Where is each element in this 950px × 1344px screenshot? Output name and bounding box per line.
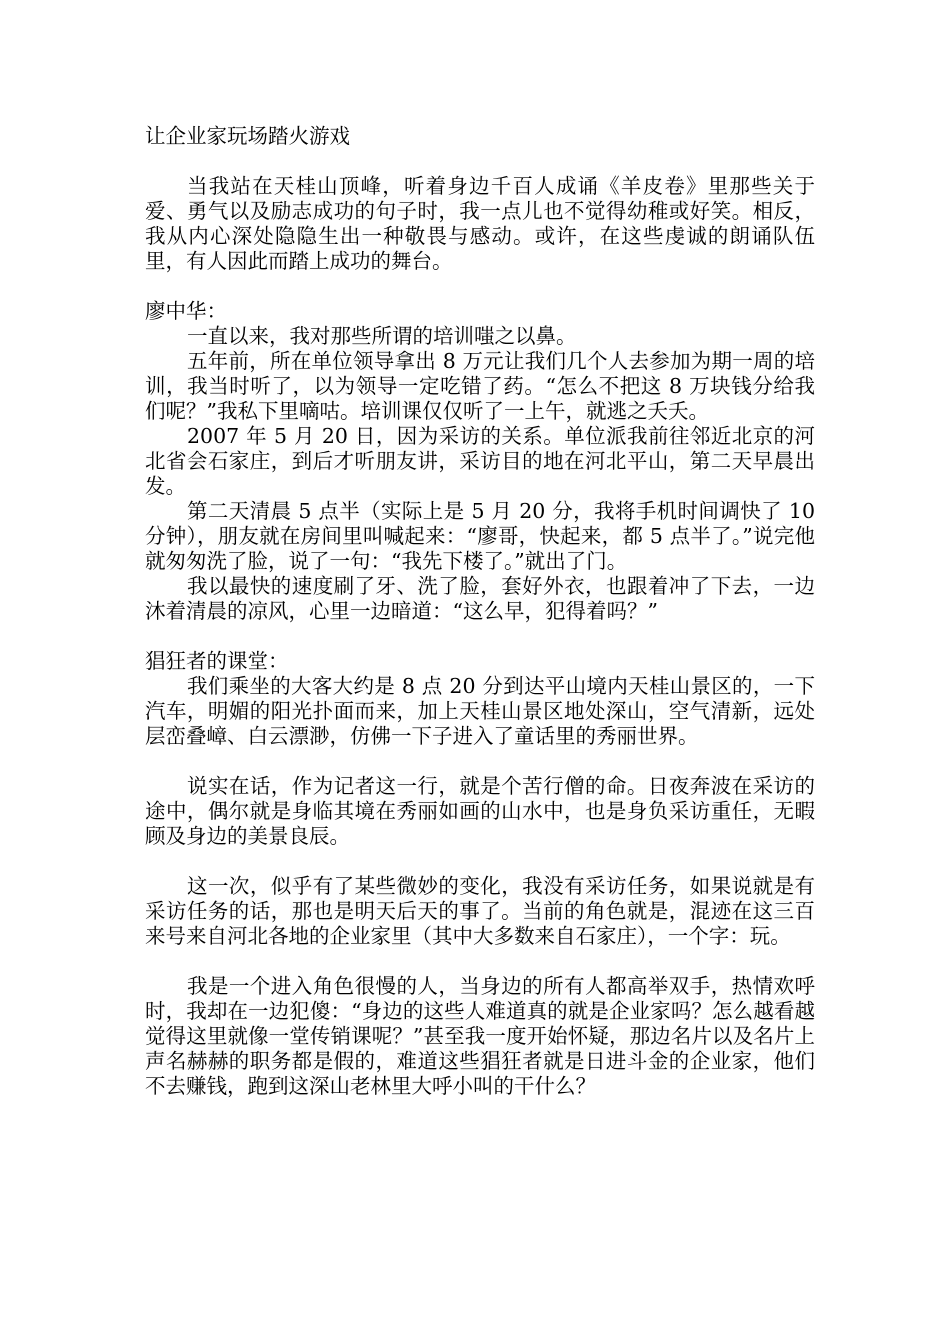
spacer [145,749,815,774]
section-heading-liao: 廖中华： [145,299,227,323]
paragraph: 这一次，似乎有了某些微妙的变化，我没有采访任务，如果说就是有采访任务的话，那也是明天后天的事了。当前的角色就是，混迹在这三百来号来自河北各地的企业家里（其中大多数来自石家庄），一个字：玩。 [145,874,815,948]
intro-paragraph: 当我站在天桂山顶峰，听着身边千百人成诵《羊皮卷》里那些关于爱、勇气以及励志成功的句子时，我一点儿也不觉得幼稚或好笑。相反，我从内心深处隐隐生出一种敬畏与感动。或许，在这些虔诚的朗诵队伍里，有人因此而踏上成功的舞台。 [145,174,815,273]
spacer [145,624,815,649]
spacer [145,949,815,974]
paragraph: 我们乘坐的大客大约是 8 点 20 分到达平山境内天桂山景区的，一下汽车，明媚的阳光扑面而来，加上天桂山景区地处深山，空气清新，远处层峦叠嶂、白云漂渺，仿佛一下子进入了童话里的秀丽世界。 [145,674,815,748]
document-page [145,124,815,1099]
paragraph: 我是一个进入角色很慢的人，当身边的所有人都高举双手，热情欢呼时，我却在一边犯傻：“身边的这些人难道真的就是企业家吗？怎么越看越觉得这里就像一堂传销课呢？”甚至我一度开始怀疑，那边名片以及名片上声名赫赫的职务都是假的，难道这些猖狂者就是日进斗金的企业家，他们不去赚钱，跑到这深山老林里大呼小叫的干什么？ [145,974,815,1098]
spacer [145,274,815,299]
paragraph: 说实在话，作为记者这一行，就是个苦行僧的命。日夜奔波在采访的途中，偶尔就是身临其境在秀丽如画的山水中，也是身负采访重任，无暇顾及身边的美景良辰。 [145,774,815,848]
paragraph: 2007 年 5 月 20 日，因为采访的关系。单位派我前往邻近北京的河北省会石家庄，到后才听朋友讲，采访目的地在河北平山，第二天早晨出发。 [145,424,815,498]
paragraph: 第二天清晨 5 点半（实际上是 5 月 20 分，我将手机时间调快了 10 分钟），朋友就在房间里叫喊起来：“廖哥，快起来，都 5 点半了。”说完他就匆匆洗了脸，说了一句：“我先下楼了。”就出了门。 [145,499,815,573]
paragraph: 我以最快的速度刷了牙、洗了脸，套好外衣，也跟着冲了下去，一边沐着清晨的凉风，心里一边暗道：“这么早，犯得着吗？” [145,574,815,623]
spacer [145,849,815,874]
section-heading-classroom: 猖狂者的课堂： [145,649,289,673]
document-title: 让企业家玩场踏火游戏 [145,124,350,148]
paragraph: 五年前，所在单位领导拿出 8 万元让我们几个人去参加为期一周的培训，我当时听了，以为领导一定吃错了药。“怎么不把这 8 万块钱分给我们呢？”我私下里嘀咕。培训课仅仅听了一上午，就逃之夭夭。 [145,349,815,423]
paragraph: 一直以来，我对那些所谓的培训嗤之以鼻。 [187,324,577,348]
